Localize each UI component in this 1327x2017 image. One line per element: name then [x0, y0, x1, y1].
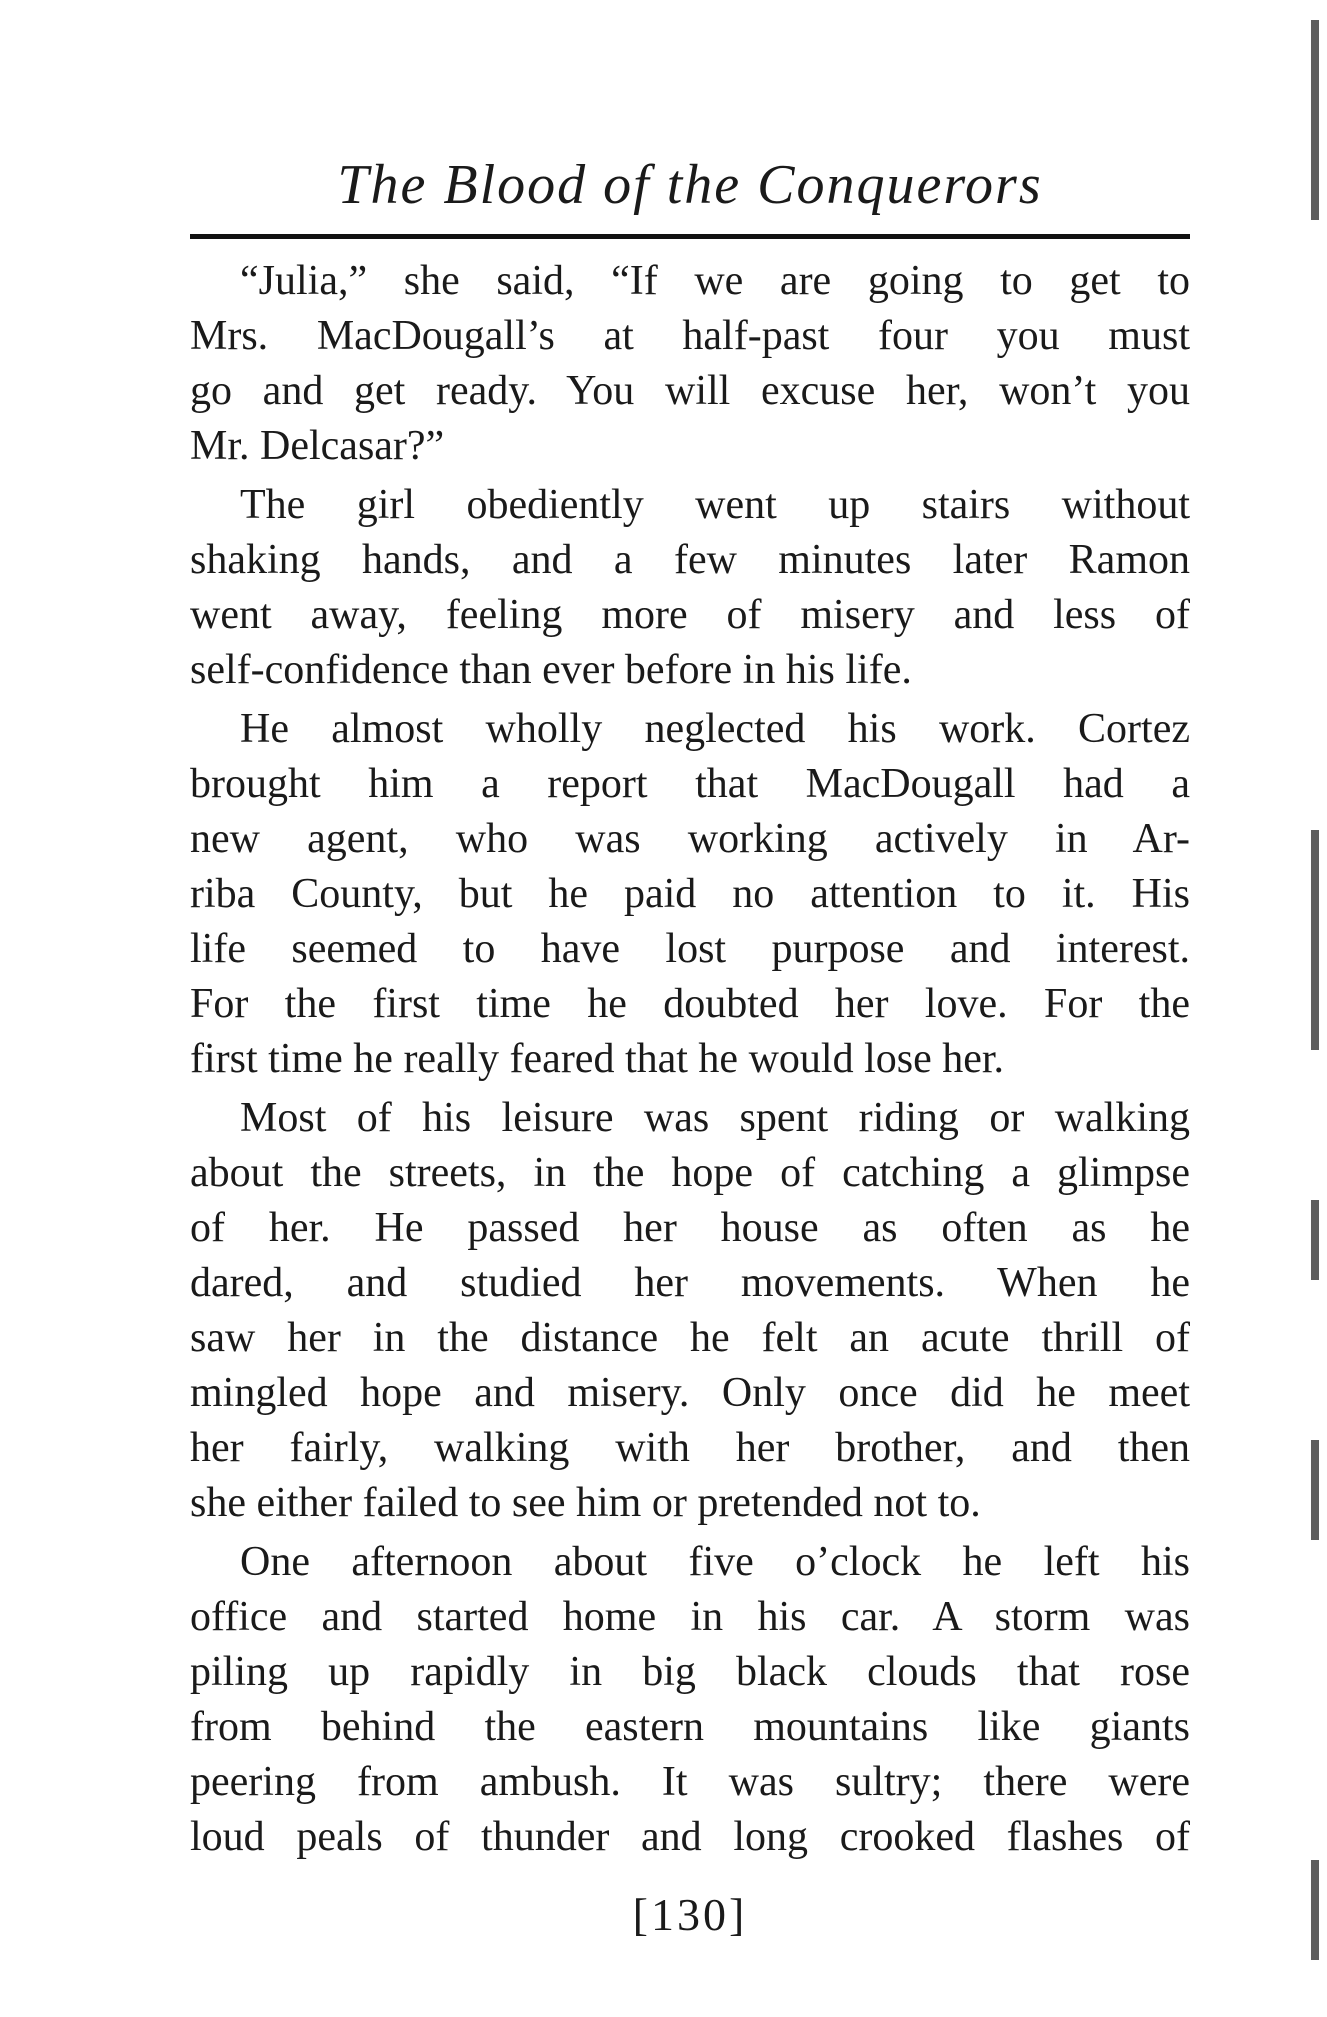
text-line: went away, feeling more of misery and less of	[190, 592, 1190, 638]
paragraph-5	[190, 1535, 1190, 1865]
scan-edge-mark	[1311, 830, 1319, 1050]
text-line: about the streets, in the hope of catching a glimpse	[190, 1150, 1190, 1196]
text-line: new agent, who was working actively in Ar-	[190, 816, 1190, 862]
text-line: For the first time he doubted her love. For the	[190, 981, 1190, 1027]
text-line: dared, and studied her movements. When he	[190, 1260, 1190, 1306]
text-line: mingled hope and misery. Only once did he meet	[190, 1370, 1190, 1416]
text-line: piling up rapidly in big black clouds that rose	[190, 1649, 1190, 1695]
page-number: [130]	[632, 1889, 748, 1940]
scan-edge-mark	[1311, 1860, 1319, 1960]
text-line: peering from ambush. It was sultry; there were	[190, 1759, 1190, 1805]
scan-edge-mark	[1311, 20, 1319, 220]
paragraph-1	[190, 254, 1190, 474]
header-rule	[190, 234, 1190, 239]
scan-edge-mark	[1311, 1200, 1319, 1280]
text-line: she either failed to see him or pretended not to.	[190, 1480, 981, 1526]
paragraph-3	[190, 702, 1190, 1087]
running-head-title: The Blood of the Conquerors	[337, 154, 1043, 216]
text-line: life seemed to have lost purpose and interest.	[190, 926, 1190, 972]
text-line: office and started home in his car. A storm was	[190, 1594, 1190, 1640]
text-line: go and get ready. You will excuse her, won’t you	[190, 368, 1190, 414]
paragraph-4	[190, 1091, 1190, 1531]
text-line: first time he really feared that he would lose her.	[190, 1036, 1005, 1082]
text-line: self-confidence than ever before in his life.	[190, 647, 912, 693]
text-line: loud peals of thunder and long crooked flashes of	[190, 1814, 1190, 1860]
text-line: Mr. Delcasar?”	[190, 423, 445, 469]
text-line: saw her in the distance he felt an acute thrill of	[190, 1315, 1190, 1361]
text-line: riba County, but he paid no attention to it. His	[190, 871, 1190, 917]
text-line: Mrs. MacDougall’s at half-past four you must	[190, 313, 1190, 359]
text-line: of her. He passed her house as often as he	[190, 1205, 1190, 1251]
paragraph-2	[190, 478, 1190, 698]
text-line: One afternoon about five o’clock he left his	[240, 1539, 1190, 1585]
text-line: from behind the eastern mountains like giants	[190, 1704, 1190, 1750]
scan-edge-mark	[1311, 1440, 1319, 1540]
text-line: The girl obediently went up stairs without	[240, 482, 1190, 528]
text-line: her fairly, walking with her brother, and then	[190, 1425, 1190, 1471]
text-line: Most of his leisure was spent riding or walking	[240, 1095, 1190, 1141]
text-line: He almost wholly neglected his work. Cortez	[240, 706, 1190, 752]
text-line: brought him a report that MacDougall had a	[190, 761, 1190, 807]
text-line: shaking hands, and a few minutes later Ramon	[190, 537, 1190, 583]
text-line: “Julia,” she said, “If we are going to get to	[240, 258, 1190, 304]
body-text	[190, 254, 1190, 1869]
